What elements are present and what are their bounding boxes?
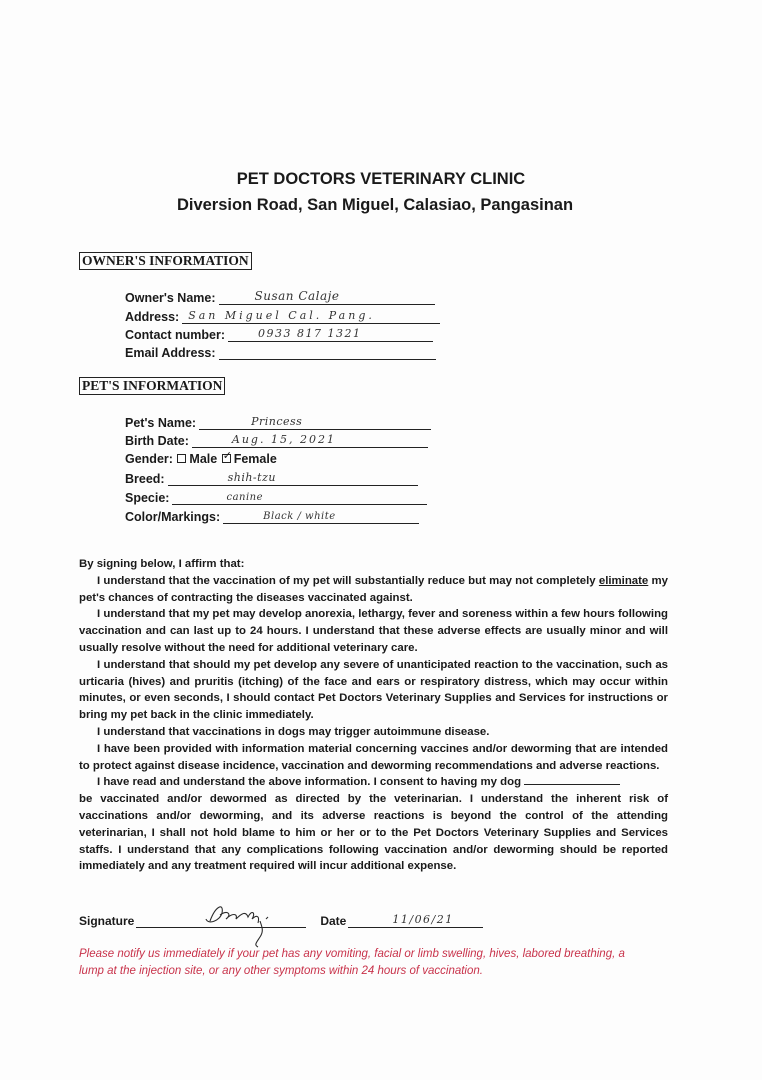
pet-name-value: Princess	[251, 415, 303, 428]
consent-p1-underlined: eliminate	[598, 574, 649, 587]
markings-line[interactable]	[223, 510, 419, 524]
owner-section-heading: OWNER'S INFORMATION	[79, 252, 252, 270]
handwritten-signature	[202, 901, 292, 949]
owner-address-field	[125, 308, 440, 324]
owner-email-line[interactable]	[219, 346, 436, 360]
markings-field	[125, 508, 419, 524]
owner-contact-label: Contact number:	[125, 328, 225, 342]
specie-label: Specie:	[125, 491, 170, 505]
consent-paragraph-6-continued: be vaccinated and/or dewormed as directed by the veterinarian. I understand the inherent risk of vaccinations and/or deworming, and its adverse reactions is beyond the control of the attending veterinarian, I shall not hold blame to him or her or to the Pet Doctors Veterinary Supplies and Services staffs. I understand that any complications following vaccination and/or deworming should be reported immediately and any treatment required will incur additional expense.	[79, 793, 668, 873]
post-vaccination-notice: Please notify us immediately if your pet has any vomiting, facial or limb swelling, hives, labored breathing, a lump at the injection site, or any other symptoms within 24 hours of vaccination.	[79, 948, 625, 977]
signature-line[interactable]	[136, 911, 306, 928]
birth-date-value: Aug. 15, 2021	[231, 433, 336, 446]
owner-name-label: Owner's Name:	[125, 291, 216, 305]
breed-value: shih-tzu	[227, 471, 276, 484]
pet-name-label: Pet's Name:	[125, 416, 197, 430]
breed-field	[125, 470, 418, 486]
female-option-label: Female	[233, 452, 277, 466]
consent-p1-text: I understand that the vaccination of my pet will substantially reduce but may not completely	[97, 574, 596, 587]
pet-name-field	[125, 414, 431, 430]
owner-address-label: Address:	[125, 310, 180, 324]
breed-label: Breed:	[125, 472, 165, 486]
owner-name-line[interactable]	[219, 291, 435, 305]
markings-label: Color/Markings:	[125, 510, 221, 524]
male-option-label: Male	[189, 452, 218, 466]
gender-field	[125, 452, 277, 466]
male-checkbox[interactable]	[177, 454, 186, 463]
consent-p6-text: I have read and understand the above information. I consent to having my dog	[97, 776, 522, 789]
signature-row	[79, 908, 483, 928]
consent-paragraph-3: I understand that should my pet develop any severe of unanticipated reaction to the vaccination, such as urticaria (hives) and pruritis (itching) of the face and ears or respiratory distress, which may occur within minutes, or even seconds, I should contact Pet Doctors Veterinary Supplies and Services for instructions or bring my pet back in the clinic immediately.	[79, 658, 668, 722]
date-line[interactable]	[348, 911, 483, 928]
birth-date-line[interactable]	[192, 434, 428, 448]
date-value: 11/06/21	[392, 913, 454, 926]
owner-address-value: San Miguel Cal. Pang.	[188, 309, 375, 322]
owner-contact-value: 0933 817 1321	[258, 327, 362, 340]
owner-contact-field	[125, 326, 433, 342]
breed-line[interactable]	[168, 472, 418, 486]
pet-section-heading: PET'S INFORMATION	[79, 377, 225, 395]
specie-field	[125, 489, 427, 505]
owner-email-field	[125, 344, 436, 360]
pet-name-line[interactable]	[199, 416, 431, 430]
consent-paragraph-5: I have been provided with information material concerning vaccines and/or deworming that are intended to protect against disease incidence, vaccination and deworming recommendations and adverse reactions.	[79, 742, 668, 772]
gender-label: Gender:	[125, 452, 173, 466]
consent-statement	[79, 556, 668, 875]
owner-name-value: Susan Calaje	[254, 289, 340, 303]
date-label: Date	[320, 914, 347, 928]
markings-value: Black / white	[263, 511, 336, 522]
owner-contact-line[interactable]	[228, 328, 433, 342]
consent-paragraph-4: I understand that vaccinations in dogs may trigger autoimmune disease.	[97, 725, 490, 738]
dog-name-blank[interactable]	[524, 774, 620, 785]
owner-name-field	[125, 289, 435, 305]
birth-date-label: Birth Date:	[125, 434, 189, 448]
consent-paragraph-2: I understand that my pet may develop anorexia, lethargy, fever and soreness within a few hours following vaccination and can last up to 24 hours. I understand that these adverse effects are usually minor and will usually resolve without the need for additional veterinary care.	[79, 608, 668, 654]
specie-line[interactable]	[172, 491, 427, 505]
owner-address-line[interactable]	[182, 310, 440, 324]
female-checkbox[interactable]	[222, 454, 231, 463]
consent-intro: By signing below, I affirm that:	[79, 558, 245, 570]
specie-value: canine	[226, 492, 264, 503]
clinic-address: Diversion Road, San Miguel, Calasiao, Pangasinan	[176, 196, 574, 214]
birth-date-field	[125, 432, 428, 448]
consent-paragraph-6	[79, 774, 668, 791]
consent-paragraph-1	[79, 573, 668, 607]
clinic-name: PET DOCTORS VETERINARY CLINIC	[236, 170, 526, 188]
owner-email-label: Email Address:	[125, 346, 216, 360]
consent-p1-text-end: my pet's chances of contracting the diseases vaccinated against.	[79, 574, 668, 604]
signature-label: Signature	[79, 914, 135, 928]
